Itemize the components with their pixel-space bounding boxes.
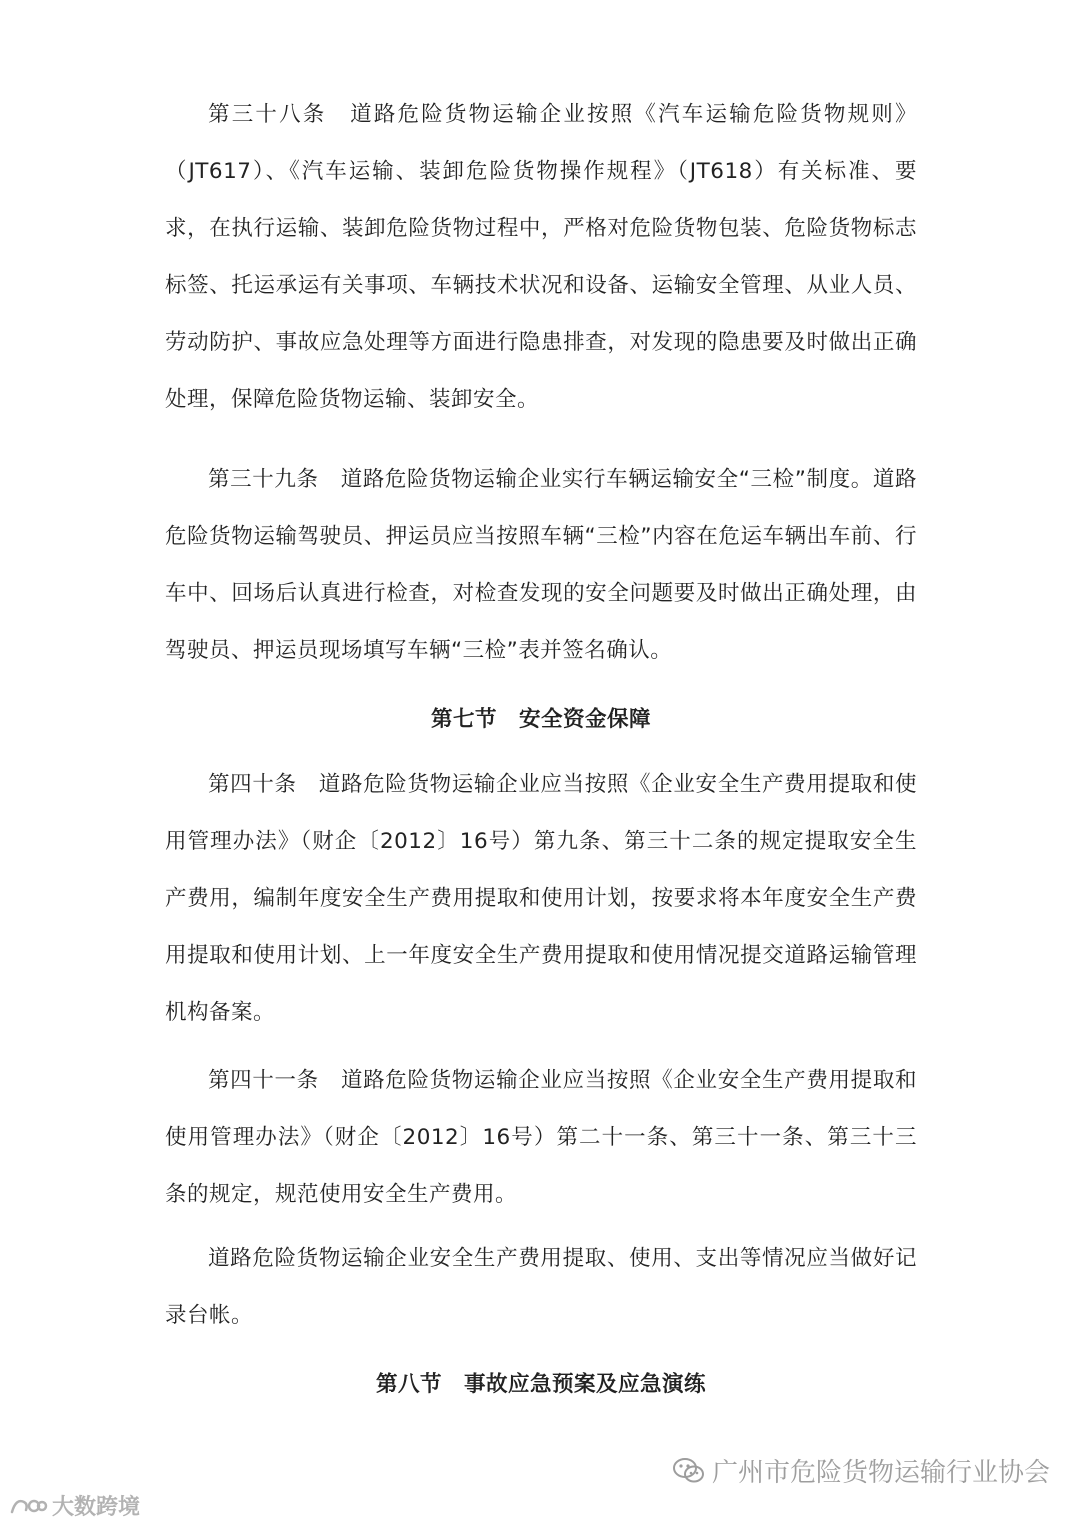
article-39: 第三十九条 道路危险货物运输企业实行车辆运输安全“三检”制度。道路危险货物运输驾驶员、押运员应当按照车辆“三检”内容在危运车辆出车前、行车中、回场后认真进行检查，对检查发现的安全问题要及时做出正确处理，由驾驶员、押运员现场填写车辆“三检”表并签名确认。 [165, 467, 917, 663]
watermark-text-right: 广州市危险货物运输行业协会 [711, 1458, 1050, 1488]
watermark-brand [8, 1490, 140, 1521]
section-8-title: 第八节 事故应急预案及应急演练 [375, 1372, 706, 1397]
article-41-extra: 道路危险货物运输企业安全生产费用提取、使用、支出等情况应当做好记录台帐。 [165, 1246, 917, 1328]
article-41: 第四十一条 道路危险货物运输企业应当按照《企业安全生产费用提取和使用管理办法》（财企〔2012〕16号）第二十一条、第三十一条、第三十三条的规定，规范使用安全生产费用。 [165, 1068, 917, 1207]
wechat-icon [672, 1456, 706, 1486]
watermark-wechat [672, 1452, 1050, 1489]
watermark-text-left: 大数跨境 [52, 1495, 141, 1520]
article-38: 第三十八条 道路危险货物运输企业按照《汽车运输危险货物规则》（JT617）、《汽车运输、装卸危险货物操作规程》（JT618）有关标准、要求，在执行运输、装卸危险货物过程中，严格对危险货物包装、危险货物标志标签、托运承运有关事项、车辆技术状况和设备、运输安全管理、从业人员、劳动防护、事故应急处理等方面进行隐患排查，对发现的隐患要及时做出正确处理，保障危险货物运输、装卸安全。 [165, 102, 917, 412]
article-40: 第四十条 道路危险货物运输企业应当按照《企业安全生产费用提取和使用管理办法》（财企〔2012〕16号）第九条、第三十二条的规定提取安全生产费用，编制年度安全生产费用提取和使用计划，按要求将本年度安全生产费用提取和使用计划、上一年度安全生产费用提取和使用情况提交道路运输管理机构备案。 [165, 772, 917, 1025]
brand-logo-icon [8, 1494, 48, 1518]
section-7-title: 第七节 安全资金保障 [430, 707, 651, 732]
